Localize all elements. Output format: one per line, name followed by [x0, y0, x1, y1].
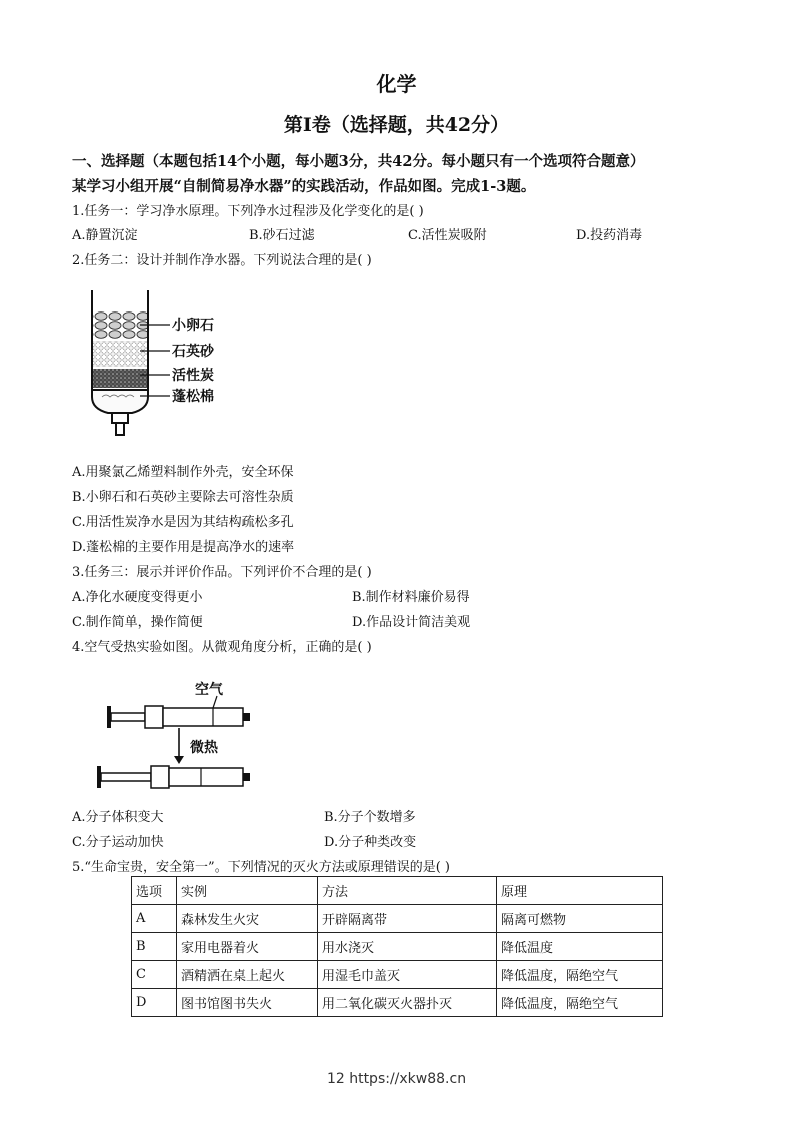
- table-cell: D: [132, 989, 177, 1017]
- table-header-cell: 方法: [318, 877, 497, 905]
- table-row: [132, 989, 663, 1017]
- fire-safety-table: [131, 876, 663, 1017]
- table-header-cell: 原理: [497, 877, 663, 905]
- q4-option-d: D.分子种类改变: [324, 835, 417, 850]
- table-cell: 隔离可燃物: [497, 905, 663, 933]
- water-filter-figure: [80, 285, 270, 445]
- table-cell: 降低温度: [497, 933, 663, 961]
- label-cotton: 蓬松棉: [172, 389, 214, 405]
- table-cell: B: [132, 933, 177, 961]
- label-air: 空气: [195, 682, 223, 698]
- activated-carbon-layer: [93, 369, 147, 388]
- q3-option-a: A.净化水硬度变得更小: [72, 590, 203, 605]
- q2-option-a: A.用聚氯乙烯塑料制作外壳，安全环保: [72, 465, 294, 480]
- volume-title: 第I卷（选择题，共42分）: [283, 114, 510, 136]
- q4-option-b: B.分子个数增多: [324, 810, 416, 825]
- label-activated-carbon: 活性炭: [172, 368, 214, 384]
- table-cell: A: [132, 905, 177, 933]
- table-cell: 降低温度，隔绝空气: [497, 961, 663, 989]
- label-quartz-sand: 石英砂: [172, 344, 214, 360]
- table-cell: 森林发生火灾: [177, 905, 318, 933]
- q4-stem: 4.空气受热实验如图。从微观角度分析，正确的是( ): [72, 640, 372, 655]
- table-row: [132, 905, 663, 933]
- q3-option-d: D.作品设计简洁美观: [352, 615, 471, 630]
- section-heading: 一、选择题（本题包括14个小题，每小题3分，共42分。每小题只有一个选项符合题意）: [72, 153, 645, 170]
- q1-option-c: C.活性炭吸附: [408, 228, 487, 243]
- q2-option-b: B.小卵石和石英砂主要除去可溶性杂质: [72, 490, 294, 505]
- table-header-cell: 实例: [177, 877, 318, 905]
- page-footer: 12 https://xkw88.cn: [326, 1071, 467, 1087]
- table-row: [132, 961, 663, 989]
- label-pebble: 小卵石: [172, 318, 214, 334]
- table-cell: 开辟隔离带: [318, 905, 497, 933]
- q5-stem: 5.“生命宝贵，安全第一”。下列情况的灭火方法或原理错误的是( ): [72, 860, 450, 875]
- table-cell: 用湿毛巾盖灭: [318, 961, 497, 989]
- syringe-heating-figure: [95, 672, 265, 794]
- table-cell: 图书馆图书失火: [177, 989, 318, 1017]
- q1-stem: 1.任务一：学习净水原理。下列净水过程涉及化学变化的是( ): [72, 204, 424, 219]
- q4-option-c: C.分子运动加快: [72, 835, 164, 850]
- q4-option-a: A.分子体积变大: [72, 810, 164, 825]
- q2-option-d: D.蓬松棉的主要作用是提高净水的速率: [72, 540, 295, 555]
- q1-option-d: D.投药消毒: [576, 228, 643, 243]
- table-cell: 用二氧化碳灭火器扑灭: [318, 989, 497, 1017]
- table-cell: 用水浇灭: [318, 933, 497, 961]
- table-row: [132, 933, 663, 961]
- q3-stem: 3.任务三：展示并评价作品。下列评价不合理的是( ): [72, 565, 372, 580]
- section-intro: 某学习小组开展“自制简易净水器”的实践活动，作品如图。完成1-3题。: [72, 178, 536, 195]
- q2-stem: 2.任务二：设计并制作净水器。下列说法合理的是( ): [72, 253, 372, 268]
- table-cell: 降低温度，隔绝空气: [497, 989, 663, 1017]
- q3-option-c: C.制作简单，操作简便: [72, 615, 203, 630]
- quartz-sand-layer: [93, 341, 147, 367]
- table-cell: 酒精洒在桌上起火: [177, 961, 318, 989]
- table-cell: 家用电器着火: [177, 933, 318, 961]
- q3-option-b: B.制作材料廉价易得: [352, 590, 470, 605]
- syringe-after: [97, 766, 250, 788]
- table-header-cell: 选项: [132, 877, 177, 905]
- pebble-layer: [93, 311, 147, 339]
- label-gentle-heat: 微热: [190, 740, 218, 756]
- q2-option-c: C.用活性炭净水是因为其结构疏松多孔: [72, 515, 294, 530]
- table-header-row: [132, 877, 663, 905]
- q1-option-a: A.静置沉淀: [72, 228, 138, 243]
- subject-title: 化学: [376, 72, 417, 96]
- table-cell: C: [132, 961, 177, 989]
- syringe-before: [107, 706, 250, 728]
- cotton-layer: [92, 390, 148, 413]
- q1-option-b: B.砂石过滤: [249, 228, 315, 243]
